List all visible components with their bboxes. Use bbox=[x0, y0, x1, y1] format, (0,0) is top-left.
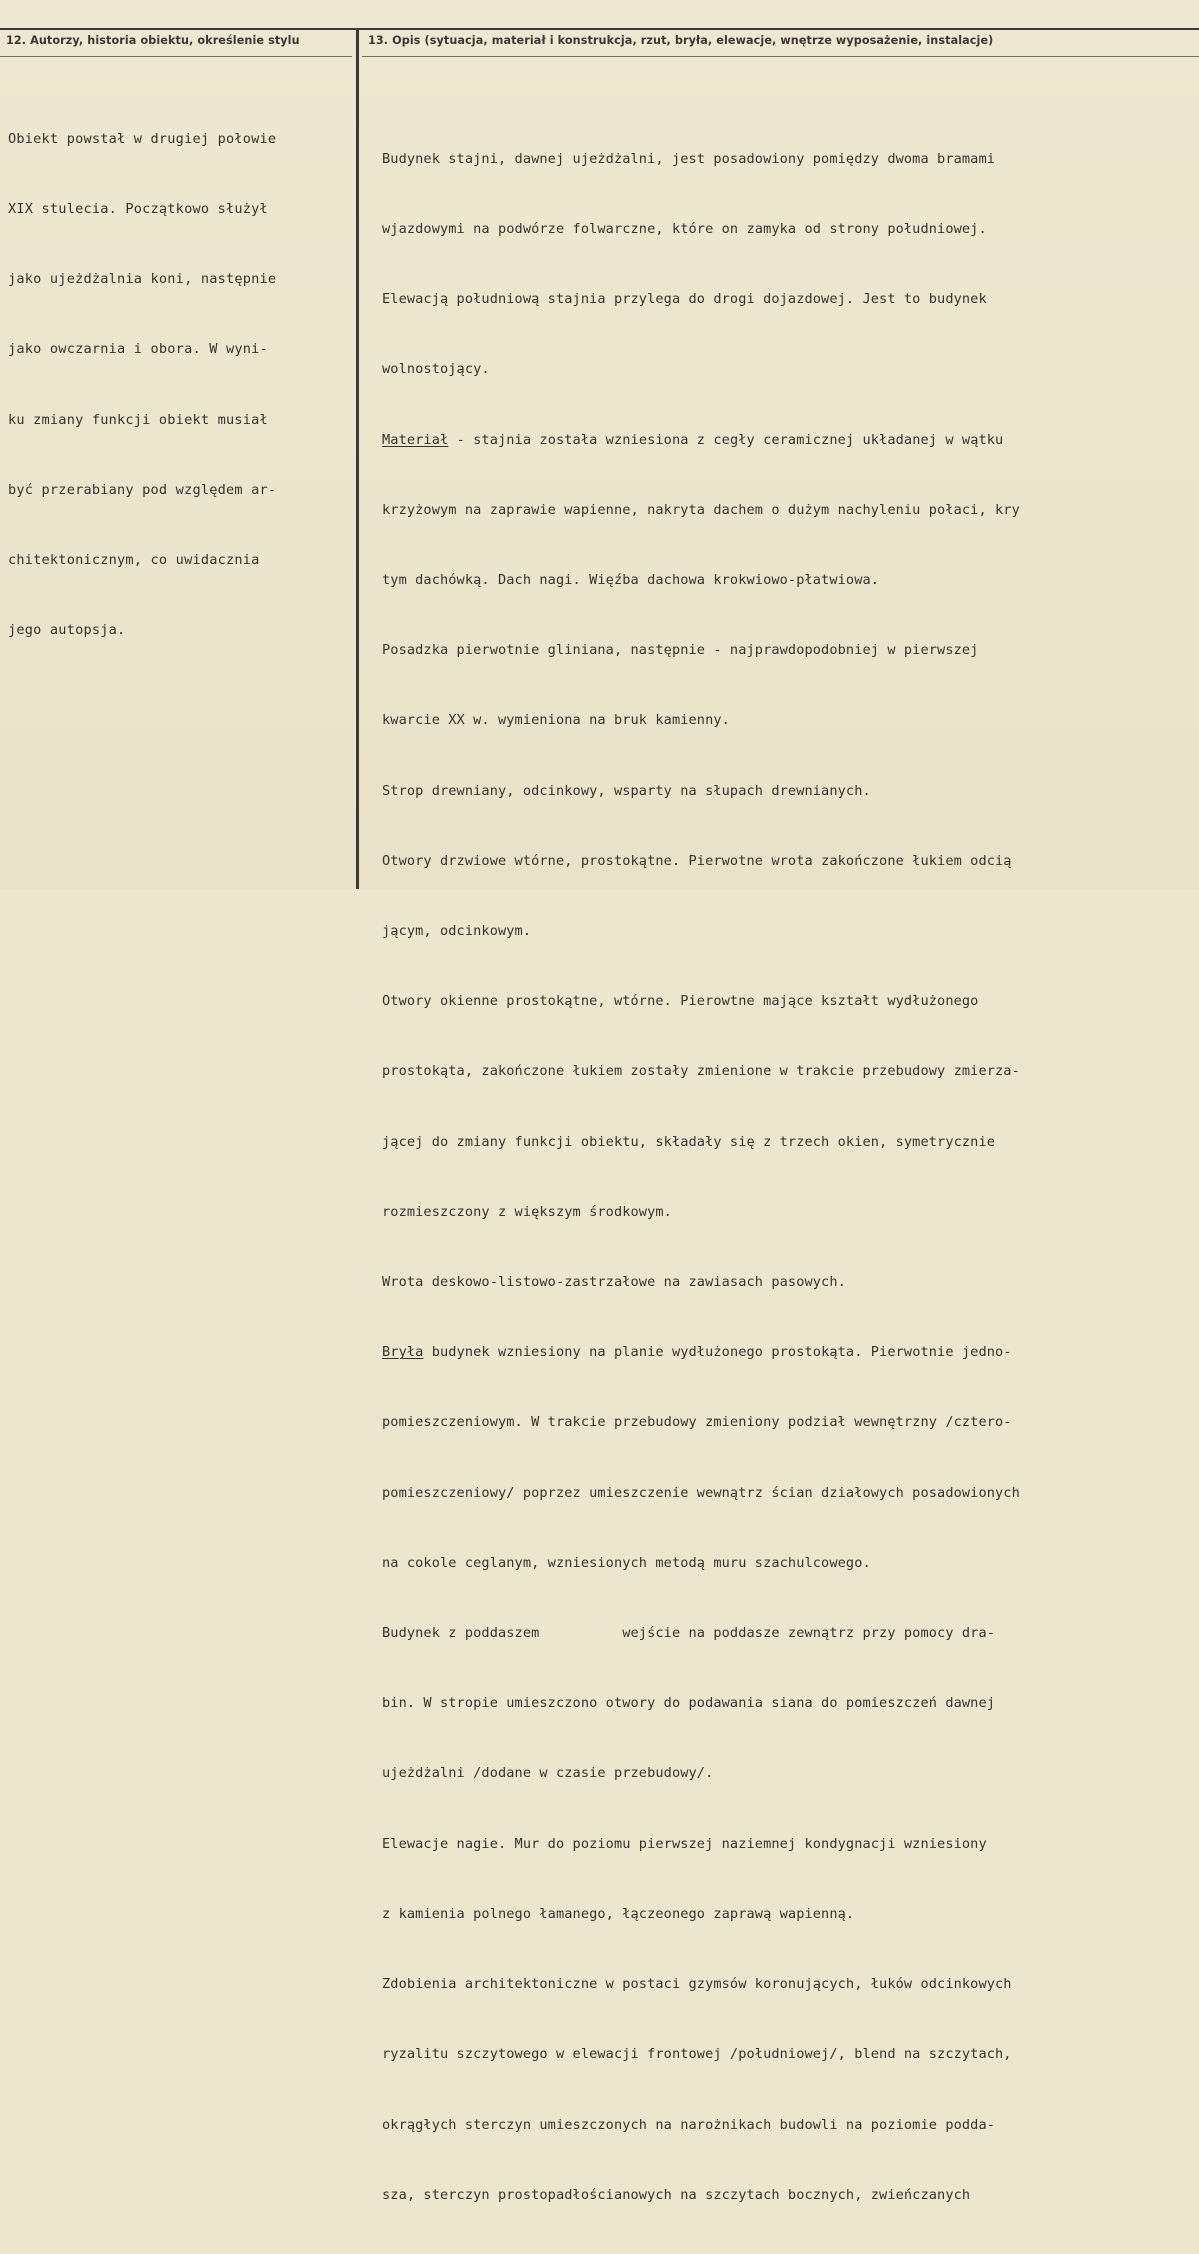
text-line: prostokąta, zakończone łukiem zostały zmienione w trakcie przebudowy zmierza- bbox=[382, 1063, 1020, 1080]
text-line: XIX stulecia. Początkowo służył bbox=[8, 201, 268, 218]
text-line: wjazdowymi na podwórze folwarczne, które on zamyka od strony południowej. bbox=[382, 221, 987, 238]
text-line: wolnostojący. bbox=[382, 361, 490, 378]
text-line: budynek wzniesiony na planie wydłużonego prostokąta. Pierwotnie jedno- bbox=[431, 1344, 1012, 1361]
section-13-header: 13. Opis (sytuacja, materiał i konstrukcja, rzut, bryła, elewacje, wnętrze wyposażenie, instalacje) bbox=[368, 34, 994, 47]
text-line: kwarcie XX w. wymieniona na bruk kamienny. bbox=[382, 712, 730, 729]
material-label: Materiał bbox=[382, 431, 449, 448]
text-line: jako ujeżdżalnia koni, następnie bbox=[8, 271, 277, 288]
header-rule-left bbox=[0, 56, 352, 57]
text-line: ku zmiany funkcji obiekt musiał bbox=[8, 411, 268, 428]
text-line: Zdobienia architektoniczne w postaci gzymsów koronujących, łuków odcinkowych bbox=[382, 1976, 1012, 1993]
text-line: jego autopsja. bbox=[8, 622, 126, 639]
text-line: Strop drewniany, odcinkowy, wsparty na słupach drewnianych. bbox=[382, 782, 871, 799]
section-12-text bbox=[8, 81, 276, 689]
text-line: Elewacje nagie. Mur do poziomu pierwszej naziemnej kondygnacji wzniesiony bbox=[382, 1835, 987, 1852]
column-divider bbox=[356, 28, 359, 889]
text-line: jącym, odcinkowym. bbox=[382, 923, 532, 940]
text-line: Elewacją południową stajnia przylega do drogi dojazdowej. Jest to budynek bbox=[382, 291, 987, 308]
text-line: ryzalitu szczytowego w elewacji frontowej /południowej/, blend na szczytach, bbox=[382, 2046, 1012, 2063]
text-line: Obiekt powstał w drugiej połowie bbox=[8, 130, 277, 147]
text-line: sza, sterczyn prostopadłościanowych na szczytach bocznych, zwieńczanych bbox=[382, 2186, 971, 2203]
text-line: stajnia została wzniesiona z cegły ceramicznej układanej w wątku bbox=[473, 431, 1004, 448]
bryla-label: Bryła bbox=[382, 1344, 424, 1361]
text-line: krzyżowym na zaprawie wapienne, nakryta dachem o dużym nachyleniu połaci, kry bbox=[382, 501, 1020, 518]
header-rule-right bbox=[362, 56, 1199, 57]
material-dash: - bbox=[448, 431, 474, 448]
text-line: Budynek z poddaszem wejście na poddasze zewnątrz przy pomocy dra- bbox=[382, 1625, 996, 1642]
text-line: ujeżdżalni /dodane w czasie przebudowy/. bbox=[382, 1765, 714, 1782]
text-line: Otwory okienne prostokątne, wtórne. Pierowtne mające kształt wydłużonego bbox=[382, 993, 979, 1010]
section-13-text bbox=[382, 101, 1020, 2254]
text-line: pomieszczeniowym. W trakcie przebudowy zmieniony podział wewnętrzny /cztero- bbox=[382, 1414, 1012, 1431]
text-line: na cokole ceglanym, wzniesionych metodą muru szachulcowego. bbox=[382, 1554, 871, 1571]
text-line: jącej do zmiany funkcji obiektu, składały się z trzech okien, symetrycznie bbox=[382, 1133, 996, 1150]
text-line: pomieszczeniowy/ poprzez umieszczenie wewnątrz ścian działowych posadowionych bbox=[382, 1484, 1020, 1501]
text-line: bin. W stropie umieszczono otwory do podawania siana do pomieszczeń dawnej bbox=[382, 1695, 996, 1712]
text-line: Wrota deskowo-listowo-zastrzałowe na zawiasach pasowych. bbox=[382, 1274, 846, 1291]
text-line: rozmieszczony z większym środkowym. bbox=[382, 1203, 672, 1220]
text-line: Posadzka pierwotnie gliniana, następnie - najprawdopodobniej w pierwszej bbox=[382, 642, 979, 659]
text-line: być przerabiany pod względem ar- bbox=[8, 481, 277, 498]
text-line: chitektonicznym, co uwidacznia bbox=[8, 552, 260, 569]
text-line: okrągłych sterczyn umieszczonych na narożnikach budowli na poziomie podda- bbox=[382, 2116, 996, 2133]
text-line: tym dachówką. Dach nagi. Więźba dachowa krokwiowo-płatwiowa. bbox=[382, 572, 880, 589]
bryla-paragraph bbox=[382, 1341, 1020, 1364]
text-line: Otwory drzwiowe wtórne, prostokątne. Pierwotne wrota zakończone łukiem odcią bbox=[382, 852, 1012, 869]
section-12-header: 12. Autorzy, historia obiektu, określenie stylu bbox=[6, 34, 300, 47]
top-rule bbox=[0, 28, 1199, 30]
text-line: jako owczarnia i obora. W wyni- bbox=[8, 341, 268, 358]
material-paragraph bbox=[382, 429, 1020, 452]
text-line: z kamienia polnego łamanego, łączeonego zaprawą wapienną. bbox=[382, 1905, 855, 1922]
text-line: Budynek stajni, dawnej ujeżdżalni, jest posadowiony pomiędzy dwoma bramami bbox=[382, 150, 996, 167]
